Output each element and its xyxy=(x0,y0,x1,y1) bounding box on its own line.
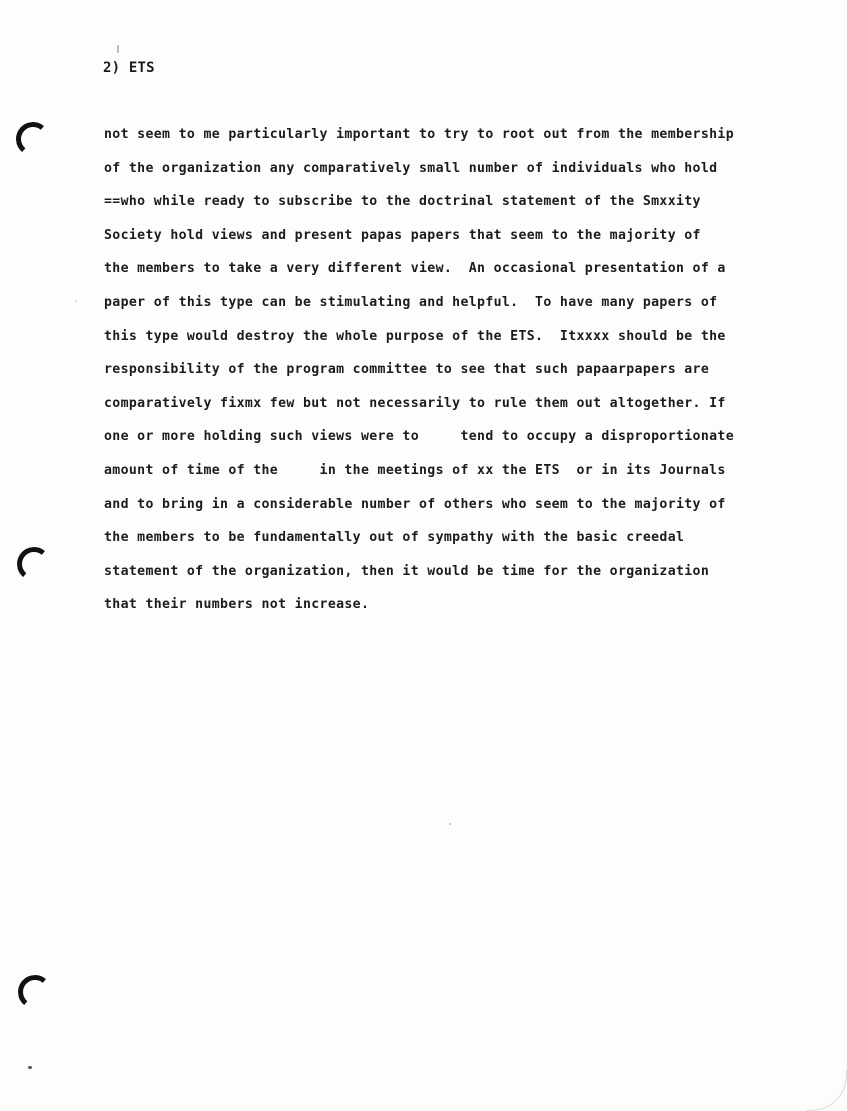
text-line: statement of the organization, then it would be time for the organization xyxy=(104,563,710,579)
punch-hole-icon xyxy=(15,121,52,158)
page-corner xyxy=(806,1070,847,1111)
paper-mark xyxy=(75,300,77,302)
page-header: 2) ETS xyxy=(103,60,155,76)
text-line: paper of this type can be stimulating and helpful. To have many papers of xyxy=(104,294,718,310)
text-line: amount of time of the in the meetings of xx the ETS or in its Journals xyxy=(104,462,726,478)
text-line: that their numbers not increase. xyxy=(104,597,370,613)
text-line: and to bring in a considerable number of others who seem to the majority of xyxy=(104,496,726,512)
punch-hole-icon xyxy=(17,974,54,1011)
text-line: ==who while ready to subscribe to the doctrinal statement of the Smxxity xyxy=(104,194,701,210)
paper-mark xyxy=(449,823,451,825)
paper-mark xyxy=(28,1066,32,1069)
text-line: this type would destroy the whole purpose of the ETS. Itxxxx should be the xyxy=(104,328,726,344)
text-line: Society hold views and present papas papers that seem to the majority of xyxy=(104,227,701,243)
body-text xyxy=(104,125,734,629)
text-line: the members to be fundamentally out of sympathy with the basic creedal xyxy=(104,530,685,546)
text-line: one or more holding such views were to tend to occupy a disproportionate xyxy=(104,429,735,445)
text-line: responsibility of the program committee to see that such papaarpapers are xyxy=(104,362,710,378)
text-line: of the organization any comparatively small number of individuals who hold xyxy=(104,160,718,176)
paper-mark xyxy=(117,45,119,53)
text-line: comparatively fixmx few but not necessarily to rule them out altogether. If xyxy=(104,395,726,411)
punch-hole-icon xyxy=(16,546,53,583)
text-line: not seem to me particularly important to try to root out from the membership xyxy=(104,127,735,142)
text-line: the members to take a very different view. An occasional presentation of a xyxy=(104,261,726,277)
